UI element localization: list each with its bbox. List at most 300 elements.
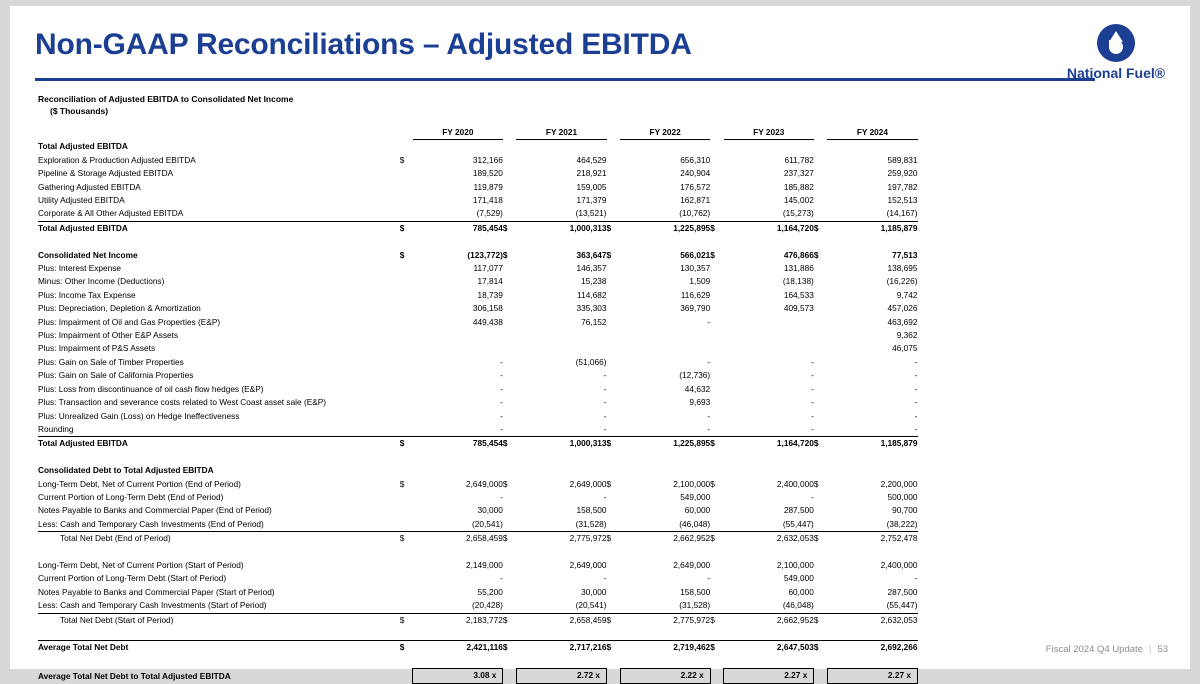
row-label: Plus: Unrealized Gain (Loss) on Hedge Ineffectiveness (38, 410, 240, 421)
row-label: Notes Payable to Banks and Commercial Paper (End of Period) (38, 505, 272, 516)
cell-value: - (603, 573, 607, 584)
currency-symbol: $ (607, 641, 621, 655)
column-header-1: FY 2020 (413, 126, 503, 140)
cell-value: 164,533 (783, 289, 814, 300)
cell-value: 2,662,952 (724, 613, 814, 627)
cell-value: (20,541) (472, 518, 503, 529)
currency-symbol (814, 383, 828, 396)
cell-value: - (811, 491, 814, 502)
currency-symbol (607, 518, 621, 532)
table-row (38, 669, 918, 683)
row-label: Rounding (38, 423, 74, 434)
currency-symbol: $ (814, 437, 828, 451)
currency-symbol (503, 140, 517, 154)
currency-symbol (607, 559, 621, 572)
cell-value: 1,164,720 (724, 437, 814, 451)
currency-symbol (607, 289, 621, 302)
currency-symbol (607, 396, 621, 409)
cell-value: 2,647,503 (724, 641, 814, 655)
currency-symbol: $ (399, 249, 405, 260)
currency-symbol (400, 518, 413, 532)
currency-symbol: $ (503, 437, 517, 451)
table-spacer-row (38, 451, 918, 464)
cell-value: (51,066) (575, 356, 607, 367)
table-row (38, 140, 918, 154)
currency-symbol (503, 410, 517, 423)
currency-symbol (400, 262, 413, 275)
currency-symbol: $ (710, 613, 724, 627)
currency-symbol (400, 181, 413, 194)
currency-symbol (710, 396, 724, 409)
cell-value: 306,158 (472, 303, 503, 314)
currency-symbol (607, 140, 621, 154)
cell-value: (46,048) (782, 600, 814, 611)
cell-value: 335,303 (576, 303, 607, 314)
cell-value: 158,500 (576, 505, 607, 516)
cell-value: 2,775,972 (620, 613, 710, 627)
cell-value: 146,357 (576, 263, 607, 274)
table-row (38, 383, 918, 396)
currency-symbol (710, 181, 724, 194)
cell-value: 117,077 (473, 263, 503, 274)
currency-symbol (607, 491, 621, 504)
cell-value (827, 464, 917, 477)
header-currency-spacer (710, 126, 724, 140)
cell-value: 90,700 (892, 505, 918, 516)
cell-value: 2,400,000 (880, 559, 918, 570)
cell-value: 44,632 (684, 383, 711, 394)
cell-value: 2,658,459 (413, 532, 503, 546)
cell-value: (14,167) (886, 208, 918, 219)
table-row (38, 194, 918, 207)
currency-symbol (503, 369, 517, 382)
cell-value: - (811, 356, 814, 367)
cell-value: 176,572 (680, 181, 711, 192)
currency-symbol (710, 289, 724, 302)
header-currency-spacer (400, 126, 413, 140)
currency-symbol (607, 599, 621, 613)
cell-value: 77,513 (892, 249, 918, 260)
currency-symbol (710, 275, 724, 288)
cell-value: 1,509 (689, 276, 711, 287)
cell-value: 1,225,895 (620, 221, 710, 235)
currency-symbol (607, 316, 621, 329)
table-row (38, 342, 918, 355)
currency-symbol (400, 464, 413, 477)
cell-value: 656,310 (680, 154, 711, 165)
table-row (38, 532, 918, 546)
currency-symbol (710, 154, 724, 167)
cell-value: 2,183,772 (413, 613, 503, 627)
cell-value: 785,454 (413, 221, 503, 235)
currency-symbol (400, 383, 413, 396)
table-spacer-row (38, 546, 918, 559)
currency-symbol (503, 396, 517, 409)
currency-symbol (503, 669, 517, 683)
currency-symbol (710, 599, 724, 613)
currency-symbol (607, 342, 621, 355)
cell-value: 2,752,478 (827, 532, 917, 546)
currency-symbol (400, 491, 413, 504)
cell-value: 2,649,000 (673, 559, 711, 570)
table-row (38, 369, 918, 382)
row-label: Average Total Net Debt (38, 641, 400, 655)
cell-value: 463,692 (887, 316, 918, 327)
cell-value: 2,400,000 (776, 478, 814, 489)
cell-value: - (811, 423, 814, 434)
cell-value (724, 316, 814, 329)
currency-symbol (503, 518, 517, 532)
column-header-5: FY 2024 (827, 126, 917, 140)
currency-symbol (607, 167, 621, 180)
currency-symbol (814, 410, 828, 423)
table-row (38, 491, 918, 504)
currency-symbol (503, 207, 517, 221)
currency-symbol (814, 559, 828, 572)
cell-value: 240,904 (680, 168, 711, 179)
row-label: Long-Term Debt, Net of Current Portion (End of Period) (38, 478, 241, 489)
row-label: Pipeline & Storage Adjusted EBITDA (38, 168, 174, 179)
cell-value (620, 342, 710, 355)
row-label: Plus: Impairment of P&S Assets (38, 343, 156, 354)
table-row (38, 599, 918, 613)
currency-symbol (814, 572, 828, 585)
spacer-cell (38, 546, 918, 559)
cell-value: 2.72 x (516, 669, 606, 683)
title-divider (35, 78, 1095, 81)
currency-symbol (814, 491, 828, 504)
currency-symbol (503, 275, 517, 288)
currency-symbol (607, 329, 621, 342)
cell-value: - (500, 410, 503, 421)
cell-value: - (811, 410, 814, 421)
table-spacer-row (38, 655, 918, 669)
table-row (38, 572, 918, 585)
cell-value: 566,021 (680, 249, 711, 260)
currency-symbol: $ (399, 478, 405, 489)
table-row (38, 262, 918, 275)
currency-symbol: $ (607, 613, 621, 627)
cell-value: 2,692,266 (827, 641, 917, 655)
currency-symbol: $ (710, 532, 724, 546)
currency-symbol: $ (503, 221, 517, 235)
cell-value: - (914, 370, 918, 381)
currency-symbol (710, 316, 724, 329)
row-label: Plus: Loss from discontinuance of oil cash flow hedges (E&P) (38, 383, 264, 394)
currency-symbol: $ (710, 249, 715, 260)
cell-value: 131,886 (783, 263, 814, 274)
cell-value: 476,866 (783, 249, 814, 260)
currency-symbol (607, 504, 621, 517)
row-label: Consolidated Net Income (38, 249, 138, 260)
currency-symbol (503, 572, 517, 585)
table-row (38, 302, 918, 315)
cell-value: 2,719,462 (620, 641, 710, 655)
cell-value: 15,238 (581, 276, 607, 287)
currency-symbol (607, 423, 621, 437)
cell-value: 363,647 (576, 249, 607, 260)
currency-symbol: $ (710, 641, 724, 655)
cell-value: 60,000 (788, 586, 814, 597)
spacer-cell (38, 627, 918, 641)
table-row (38, 356, 918, 369)
cell-value: 1,225,895 (620, 437, 710, 451)
currency-symbol: $ (814, 641, 828, 655)
cell-value (413, 342, 503, 355)
currency-symbol (814, 599, 828, 613)
currency-symbol: $ (400, 532, 413, 546)
logo-label: National Fuel® (1066, 65, 1166, 81)
currency-symbol (814, 316, 828, 329)
header-currency-spacer (607, 126, 621, 140)
cell-value (620, 329, 710, 342)
cell-value: 218,921 (576, 168, 607, 179)
currency-symbol (814, 669, 828, 683)
currency-symbol (400, 410, 413, 423)
cell-value: 1,185,879 (827, 437, 917, 451)
cell-value (516, 140, 606, 154)
cell-value: 119,879 (473, 181, 503, 192)
table-row (38, 154, 918, 167)
cell-value: - (500, 573, 503, 584)
cell-value: - (914, 423, 918, 434)
currency-symbol (400, 396, 413, 409)
cell-value: 152,513 (887, 195, 918, 206)
table-spacer-row (38, 627, 918, 641)
currency-symbol (607, 383, 621, 396)
currency-symbol (814, 289, 828, 302)
slide-footer: Fiscal 2024 Q4 Update | 53 (1045, 644, 1168, 655)
currency-symbol (710, 559, 724, 572)
currency-symbol (503, 194, 517, 207)
row-label: Total Net Debt (Start of Period) (38, 613, 400, 627)
currency-symbol (607, 207, 621, 221)
table-row (38, 518, 918, 532)
currency-symbol (710, 167, 724, 180)
cell-value: (16,226) (886, 276, 918, 287)
currency-symbol (710, 302, 724, 315)
currency-symbol (710, 262, 724, 275)
cell-value: 76,152 (581, 316, 607, 327)
cell-value: 162,871 (680, 195, 711, 206)
currency-symbol (710, 518, 724, 532)
cell-value: 130,357 (680, 263, 711, 274)
currency-symbol (814, 194, 828, 207)
currency-symbol (710, 423, 724, 437)
currency-symbol: $ (607, 532, 621, 546)
currency-symbol (503, 559, 517, 572)
cell-value: 2,649,000 (465, 478, 503, 489)
currency-symbol (710, 356, 724, 369)
table-row (38, 221, 918, 235)
cell-value: 9,693 (689, 397, 711, 408)
cell-value: (7,529) (476, 208, 503, 219)
currency-symbol (607, 194, 621, 207)
cell-value: 2,100,000 (776, 559, 814, 570)
cell-value: - (707, 423, 711, 434)
currency-symbol: $ (710, 221, 724, 235)
currency-symbol (814, 356, 828, 369)
cell-value: 138,695 (887, 263, 918, 274)
currency-symbol (400, 329, 413, 342)
currency-symbol: $ (400, 641, 413, 655)
currency-symbol (607, 572, 621, 585)
currency-symbol: $ (399, 154, 405, 165)
cell-value: 189,520 (472, 168, 503, 179)
table-row (38, 289, 918, 302)
cell-value: - (603, 491, 607, 502)
currency-symbol (814, 369, 828, 382)
row-label: Plus: Gain on Sale of California Properties (38, 370, 194, 381)
cell-value (724, 140, 814, 154)
currency-symbol (503, 181, 517, 194)
cell-value: 464,529 (576, 154, 607, 165)
cell-value: - (603, 410, 607, 421)
currency-symbol (710, 207, 724, 221)
currency-symbol (814, 464, 828, 477)
cell-value: 549,000 (783, 573, 814, 584)
cell-value: 30,000 (581, 586, 607, 597)
table-row (38, 167, 918, 180)
cell-value: 611,782 (784, 154, 814, 165)
table-row (38, 316, 918, 329)
cell-value: 457,026 (887, 303, 918, 314)
cell-value: 2,632,053 (827, 613, 917, 627)
currency-symbol (710, 194, 724, 207)
table-row (38, 504, 918, 517)
table-row (38, 559, 918, 572)
cell-value (516, 342, 606, 355)
cell-value: - (707, 410, 711, 421)
currency-symbol (503, 383, 517, 396)
cell-value: (55,447) (782, 518, 814, 529)
currency-symbol (503, 423, 517, 437)
cell-value: 549,000 (680, 491, 711, 502)
row-label: Plus: Gain on Sale of Timber Properties (38, 356, 184, 367)
currency-symbol (503, 289, 517, 302)
cell-value: - (707, 316, 711, 327)
table-row (38, 329, 918, 342)
row-label: Average Total Net Debt to Total Adjusted EBITDA (38, 670, 231, 681)
column-header-4: FY 2023 (724, 126, 814, 140)
cell-value: 2.27 x (827, 669, 917, 683)
cell-value: (12,736) (679, 370, 711, 381)
table-row (38, 586, 918, 599)
table-row (38, 207, 918, 221)
cell-value: 2,649,000 (569, 478, 607, 489)
row-label: Total Adjusted EBITDA (38, 221, 400, 235)
row-label: Plus: Income Tax Expense (38, 289, 136, 300)
row-label: Gathering Adjusted EBITDA (38, 181, 141, 192)
cell-value: 287,500 (783, 505, 814, 516)
cell-value: (20,428) (472, 600, 503, 611)
currency-symbol (607, 181, 621, 194)
table-row (38, 410, 918, 423)
cell-value: (46,048) (679, 518, 711, 529)
row-label: Plus: Impairment of Oil and Gas Properties (E&P) (38, 316, 221, 327)
flame-drop-icon (1097, 24, 1135, 62)
cell-value: 145,002 (783, 195, 814, 206)
currency-symbol (400, 342, 413, 355)
currency-symbol (503, 504, 517, 517)
currency-symbol (814, 275, 828, 288)
currency-symbol (607, 302, 621, 315)
currency-symbol (400, 572, 413, 585)
currency-symbol (607, 262, 621, 275)
currency-symbol (710, 410, 724, 423)
row-label: Less: Cash and Temporary Cash Investments (End of Period) (38, 518, 264, 529)
cell-value: 449,438 (472, 316, 503, 327)
cell-value (724, 342, 814, 355)
currency-symbol (400, 140, 413, 154)
table-row (38, 437, 918, 451)
currency-symbol (503, 599, 517, 613)
row-label: Notes Payable to Banks and Commercial Paper (Start of Period) (38, 586, 275, 597)
currency-symbol: $ (503, 613, 517, 627)
currency-symbol (814, 181, 828, 194)
cell-value: - (811, 370, 814, 381)
cell-value: 2,632,053 (724, 532, 814, 546)
cell-value: 287,500 (887, 586, 918, 597)
cell-value (724, 329, 814, 342)
row-label: Long-Term Debt, Net of Current Portion (Start of Period) (38, 559, 244, 570)
cell-value: (123,772) (467, 249, 503, 260)
currency-symbol (814, 423, 828, 437)
currency-symbol: $ (400, 221, 413, 235)
cell-value: - (603, 370, 607, 381)
currency-symbol (814, 396, 828, 409)
cell-value (724, 464, 814, 477)
currency-symbol: $ (710, 478, 715, 489)
cell-value (413, 464, 503, 477)
cell-value: 785,454 (413, 437, 503, 451)
table-row (38, 275, 918, 288)
currency-symbol: $ (814, 221, 828, 235)
cell-value: 2,100,000 (673, 478, 711, 489)
cell-value: 2,200,000 (880, 478, 918, 489)
cell-value: 1,000,313 (516, 221, 606, 235)
column-header-2: FY 2021 (516, 126, 606, 140)
currency-symbol (400, 586, 413, 599)
cell-value (516, 329, 606, 342)
currency-symbol: $ (606, 249, 612, 260)
cell-value: 2,421,116 (413, 641, 503, 655)
cell-value: - (603, 397, 607, 408)
table-spacer-row (38, 235, 918, 248)
cell-value: 2,149,000 (465, 559, 503, 570)
table-row (38, 641, 918, 655)
cell-value: 500,000 (887, 491, 918, 502)
currency-symbol (814, 207, 828, 221)
currency-symbol (503, 491, 517, 504)
currency-symbol (400, 167, 413, 180)
currency-symbol (814, 167, 828, 180)
currency-symbol (607, 586, 621, 599)
currency-symbol (607, 275, 621, 288)
currency-symbol (814, 586, 828, 599)
cell-value: 2.22 x (620, 669, 710, 683)
currency-symbol (710, 140, 724, 154)
currency-symbol (400, 559, 413, 572)
slide-canvas (10, 6, 1190, 681)
cell-value: 60,000 (684, 505, 711, 516)
currency-symbol (814, 154, 828, 167)
cell-value: - (500, 356, 503, 367)
row-label: Corporate & All Other Adjusted EBITDA (38, 208, 184, 219)
currency-symbol (400, 289, 413, 302)
row-label: Less: Cash and Temporary Cash Investments (Start of Period) (38, 600, 267, 611)
currency-symbol: $ (710, 437, 724, 451)
